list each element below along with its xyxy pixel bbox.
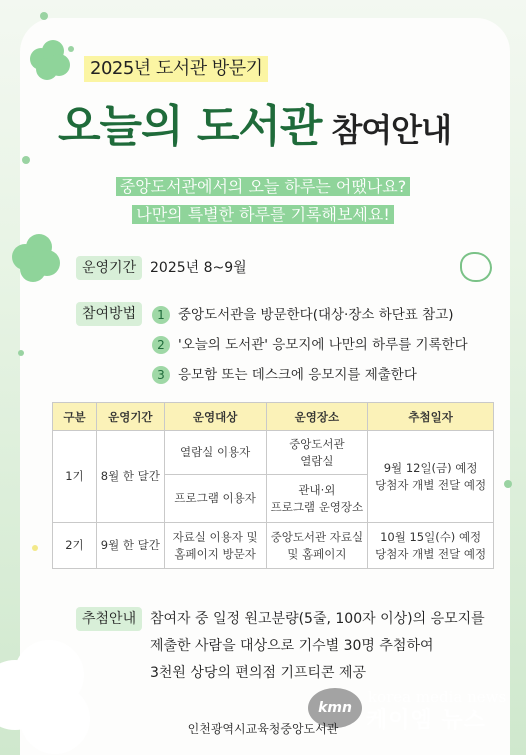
kmn-logo: kmn	[308, 688, 362, 728]
table-header: 구분	[53, 403, 97, 431]
method-step	[152, 304, 453, 326]
draw-info-line: 3천원 상당의 편의점 기프티콘 제공	[150, 665, 367, 681]
watermark-korean: 케이엠 뉴스	[366, 708, 486, 733]
table-header: 운영기간	[96, 403, 164, 431]
table-header-row	[53, 403, 494, 431]
dot-decoration	[18, 350, 24, 356]
step-text: '오늘의 도서관' 응모지에 나만의 하루를 기록한다	[178, 337, 468, 353]
method-label: 참여방법	[76, 302, 142, 326]
clover-outline-decoration-right	[460, 252, 492, 282]
dot-decoration	[32, 545, 38, 551]
watermark-english: korea media news	[368, 688, 507, 706]
draw-info-line: 제출한 사람을 대상으로 기수별 30명 추첨하여	[150, 638, 434, 654]
draw-info-line: 참여자 중 일정 원고분량(5줄, 100자 이상)의 응모지를	[150, 611, 485, 627]
draw-label: 추첨안내	[76, 607, 142, 631]
dot-decoration	[504, 480, 512, 488]
dot-decoration	[68, 46, 74, 52]
step-text: 중앙도서관을 방문한다(대상·장소 하단표 참고)	[178, 307, 454, 323]
step-number-3: 3	[152, 366, 170, 384]
title-main: 오늘의 도서관	[58, 101, 322, 152]
table-cell: 열람실 이용자	[164, 431, 266, 475]
step-text: 응모함 또는 데스크에 응모지를 제출한다	[178, 367, 417, 383]
table-cell: 2기	[53, 523, 97, 569]
schedule-table	[52, 402, 494, 569]
step-number-1: 1	[152, 306, 170, 324]
organization-name: 인천광역시교육청중앙도서관	[187, 722, 339, 736]
method-step	[152, 334, 468, 356]
intro-line-1: 중앙도서관에서의 오늘 하루는 어땠나요?	[0, 176, 526, 198]
event-subtitle: 2025년 도서관 방문기	[84, 56, 268, 82]
table-cell: 1기	[53, 431, 97, 523]
table-header: 추첨일자	[368, 403, 494, 431]
table-cell: 9월 12일(금) 예정 당첨자 개별 전달 예정	[368, 431, 494, 523]
table-cell: 중앙도서관 자료실 및 홈페이지	[266, 523, 368, 569]
dot-decoration	[40, 12, 48, 20]
title-sub: 참여안내	[331, 111, 451, 149]
period-value: 2025년 8~9월	[150, 260, 247, 276]
table-cell: 8월 한 달간	[96, 431, 164, 523]
table-cell: 프로그램 이용자	[164, 475, 266, 523]
table-row	[53, 523, 494, 569]
page-title	[58, 90, 451, 150]
intro-line-2: 나만의 특별한 하루를 기록해보세요!	[0, 204, 526, 226]
clover-decoration-left	[12, 234, 60, 282]
clover-decoration-top-left	[30, 40, 72, 82]
period-label: 운영기간	[76, 256, 142, 280]
dot-decoration	[22, 156, 30, 164]
table-cell: 9월 한 달간	[96, 523, 164, 569]
table-header: 운영장소	[266, 403, 368, 431]
step-number-2: 2	[152, 336, 170, 354]
table-cell: 중앙도서관 열람실	[266, 431, 368, 475]
table-header: 운영대상	[164, 403, 266, 431]
table-cell: 자료실 이용자 및 홈페이지 방문자	[164, 523, 266, 569]
table-cell: 10월 15일(수) 예정 당첨자 개별 전달 예정	[368, 523, 494, 569]
table-cell: 관내·외 프로그램 운영장소	[266, 475, 368, 523]
table-row	[53, 431, 494, 475]
method-step	[152, 364, 417, 386]
